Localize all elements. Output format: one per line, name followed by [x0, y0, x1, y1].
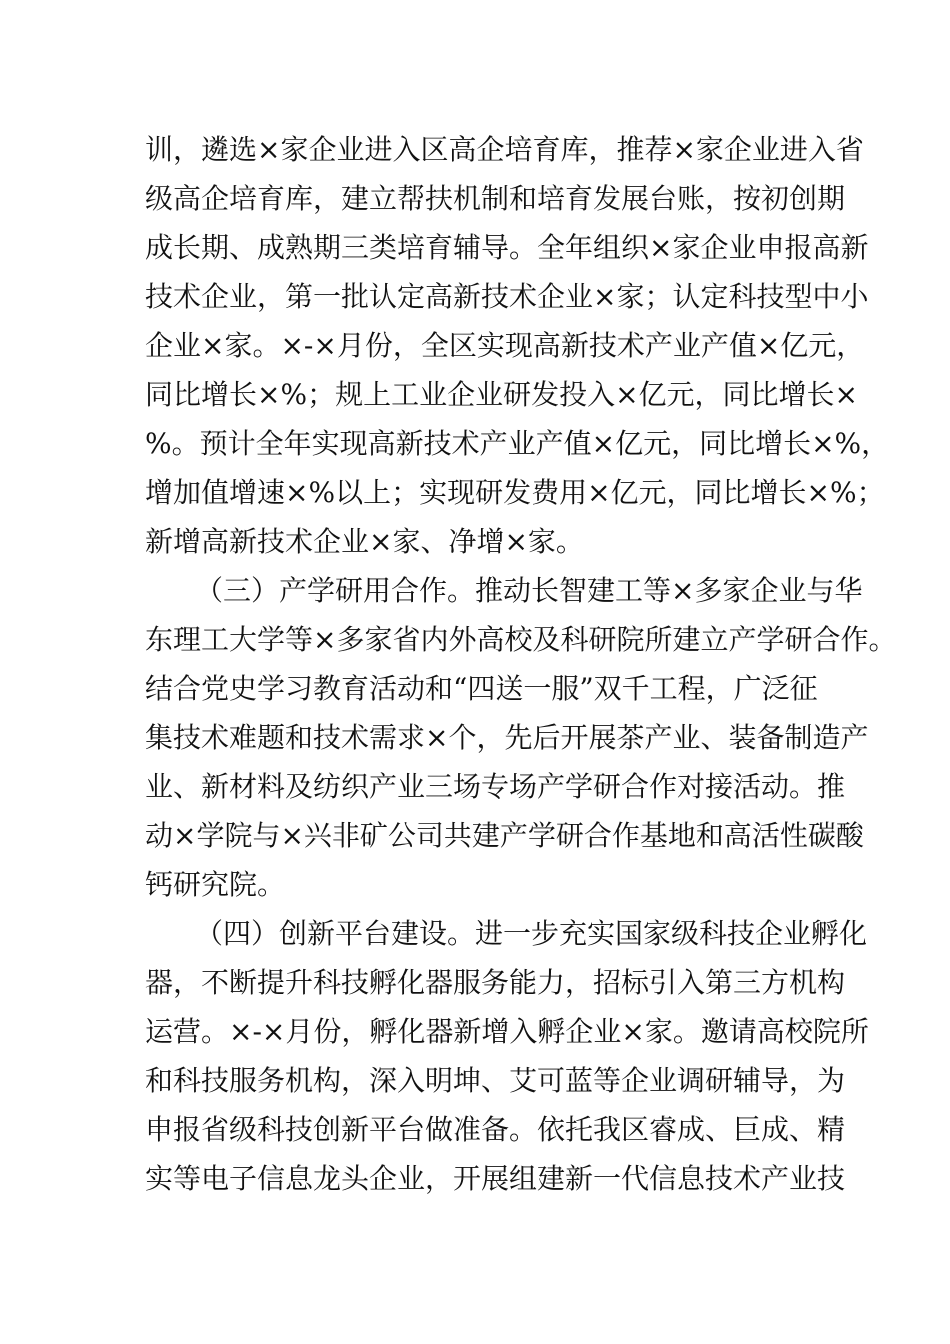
text-line: 器，不断提升科技孵化器服务能力，招标引入第三方机构 — [145, 966, 846, 999]
text-line: 技术企业，第一批认定高新技术企业×家；认定科技型中小 — [145, 280, 869, 313]
text-line: 企业×家。×-×月份，全区实现高新技术产业产值×亿元， — [145, 329, 865, 362]
text-line: 动×学院与×兴非矿公司共建产学研合作基地和高活性碳酸 — [145, 819, 864, 852]
text-line: 钙研究院。 — [145, 868, 286, 901]
text-line: 新增高新技术企业×家、净增×家。 — [145, 525, 584, 558]
text-line: 和科技服务机构，深入明坤、艾可蓝等企业调研辅导，为 — [145, 1064, 846, 1097]
text-line: %。预计全年实现高新技术产业产值×亿元，同比增长×%， — [145, 427, 890, 460]
text-line: 实等电子信息龙头企业，开展组建新一代信息技术产业技 — [145, 1162, 846, 1195]
section-heading-line: （四）创新平台建设。进一步充实国家级科技企业孵化 — [195, 917, 868, 950]
text-line: 增加值增速×%以上；实现研发费用×亿元，同比增长×%； — [145, 476, 885, 509]
text-line: 成长期、成熟期三类培育辅导。全年组织×家企业申报高新 — [145, 231, 869, 264]
text-line: 东理工大学等×多家省内外高校及科研院所建立产学研合作。 — [145, 623, 897, 656]
text-line: 申报省级科技创新平台做准备。依托我区睿成、巨成、精 — [145, 1113, 846, 1146]
text-line: 训，遴选×家企业进入区高企培育库，推荐×家企业进入省 — [145, 133, 864, 166]
text-line: 结合党史学习教育活动和“四送一服”双千工程，广泛征 — [145, 672, 818, 705]
text-line: 级高企培育库，建立帮扶机制和培育发展台账，按初创期 — [145, 182, 846, 215]
text-line: 业、新材料及纺织产业三场专场产学研合作对接活动。推 — [145, 770, 846, 803]
text-line: 运营。×-×月份，孵化器新增入孵企业×家。邀请高校院所 — [145, 1015, 869, 1048]
text-line: 集技术难题和技术需求×个，先后开展茶产业、装备制造产 — [145, 721, 869, 754]
section-heading-line: （三）产学研用合作。推动长智建工等×多家企业与华 — [195, 574, 863, 607]
text-line: 同比增长×%；规上工业企业研发投入×亿元，同比增长× — [145, 378, 858, 411]
